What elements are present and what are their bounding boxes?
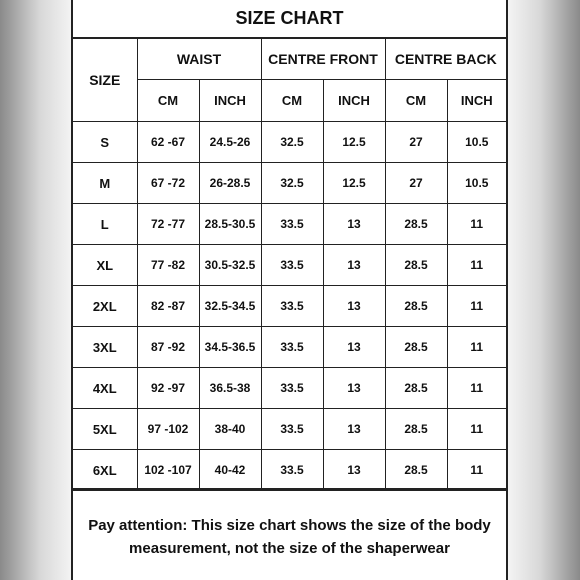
cell-back-inch: 10.5 <box>447 163 506 204</box>
cell-waist-inch: 30.5-32.5 <box>199 245 261 286</box>
cell-back-inch: 11 <box>447 204 506 245</box>
cell-back-inch: 11 <box>447 368 506 409</box>
cell-size: L <box>73 204 137 245</box>
cell-size: 5XL <box>73 409 137 450</box>
cell-size: S <box>73 122 137 163</box>
size-table <box>73 38 506 491</box>
cell-front-inch: 13 <box>323 327 385 368</box>
cell-waist-inch: 34.5-36.5 <box>199 327 261 368</box>
waist-inch-header: INCH <box>199 80 261 122</box>
back-inch-header: INCH <box>447 80 506 122</box>
cell-front-inch: 13 <box>323 368 385 409</box>
cell-waist-cm: 82 -87 <box>137 286 199 327</box>
cell-front-cm: 32.5 <box>261 163 323 204</box>
cell-back-inch: 10.5 <box>447 122 506 163</box>
cell-size: 4XL <box>73 368 137 409</box>
cell-size: 2XL <box>73 286 137 327</box>
front-cm-header: CM <box>261 80 323 122</box>
cell-front-cm: 33.5 <box>261 450 323 491</box>
cell-size: XL <box>73 245 137 286</box>
table-row <box>73 245 506 286</box>
size-header: SIZE <box>73 39 137 122</box>
cell-size: M <box>73 163 137 204</box>
cell-front-inch: 13 <box>323 409 385 450</box>
cell-front-inch: 13 <box>323 450 385 491</box>
cell-waist-inch: 38-40 <box>199 409 261 450</box>
cell-waist-cm: 72 -77 <box>137 204 199 245</box>
cell-back-cm: 28.5 <box>385 204 447 245</box>
cell-waist-cm: 67 -72 <box>137 163 199 204</box>
centre-front-header: CENTRE FRONT <box>261 39 385 80</box>
cell-front-cm: 33.5 <box>261 327 323 368</box>
cell-front-cm: 33.5 <box>261 245 323 286</box>
chart-title: SIZE CHART <box>73 0 506 38</box>
cell-back-cm: 28.5 <box>385 409 447 450</box>
cell-waist-cm: 97 -102 <box>137 409 199 450</box>
cell-front-cm: 33.5 <box>261 368 323 409</box>
note-line-2: measurement, not the size of the shaperwear <box>129 540 450 557</box>
cell-waist-cm: 92 -97 <box>137 368 199 409</box>
cell-back-cm: 28.5 <box>385 245 447 286</box>
table-row <box>73 204 506 245</box>
cell-front-inch: 13 <box>323 286 385 327</box>
cell-front-inch: 13 <box>323 245 385 286</box>
cell-back-inch: 11 <box>447 245 506 286</box>
cell-waist-cm: 87 -92 <box>137 327 199 368</box>
cell-waist-inch: 28.5-30.5 <box>199 204 261 245</box>
waist-cm-header: CM <box>137 80 199 122</box>
cell-front-cm: 33.5 <box>261 286 323 327</box>
size-chart-sheet <box>71 0 508 580</box>
cell-waist-cm: 62 -67 <box>137 122 199 163</box>
table-row <box>73 368 506 409</box>
cell-size: 3XL <box>73 327 137 368</box>
attention-note <box>73 488 506 580</box>
cell-back-cm: 27 <box>385 122 447 163</box>
cell-front-cm: 32.5 <box>261 122 323 163</box>
cell-back-cm: 28.5 <box>385 368 447 409</box>
cell-front-cm: 33.5 <box>261 409 323 450</box>
cell-front-inch: 13 <box>323 204 385 245</box>
waist-header: WAIST <box>137 39 261 80</box>
cell-waist-inch: 40-42 <box>199 450 261 491</box>
table-row <box>73 286 506 327</box>
table-row <box>73 163 506 204</box>
back-cm-header: CM <box>385 80 447 122</box>
cell-back-cm: 28.5 <box>385 450 447 491</box>
cell-back-inch: 11 <box>447 409 506 450</box>
table-body <box>73 122 506 491</box>
centre-back-header: CENTRE BACK <box>385 39 506 80</box>
front-inch-header: INCH <box>323 80 385 122</box>
cell-back-inch: 11 <box>447 286 506 327</box>
cell-waist-inch: 26-28.5 <box>199 163 261 204</box>
cell-waist-inch: 36.5-38 <box>199 368 261 409</box>
table-row <box>73 327 506 368</box>
cell-back-cm: 28.5 <box>385 286 447 327</box>
header-row-units <box>73 80 506 122</box>
cell-back-inch: 11 <box>447 327 506 368</box>
table-row <box>73 122 506 163</box>
cell-front-cm: 33.5 <box>261 204 323 245</box>
note-line-1: Pay attention: This size chart shows the size of the body <box>88 517 491 534</box>
cell-waist-cm: 77 -82 <box>137 245 199 286</box>
cell-waist-cm: 102 -107 <box>137 450 199 491</box>
cell-waist-inch: 24.5-26 <box>199 122 261 163</box>
table-row <box>73 409 506 450</box>
cell-front-inch: 12.5 <box>323 122 385 163</box>
cell-waist-inch: 32.5-34.5 <box>199 286 261 327</box>
cell-back-cm: 28.5 <box>385 327 447 368</box>
cell-size: 6XL <box>73 450 137 491</box>
table-row <box>73 450 506 491</box>
cell-back-cm: 27 <box>385 163 447 204</box>
cell-front-inch: 12.5 <box>323 163 385 204</box>
header-row-groups <box>73 39 506 80</box>
cell-back-inch: 11 <box>447 450 506 491</box>
